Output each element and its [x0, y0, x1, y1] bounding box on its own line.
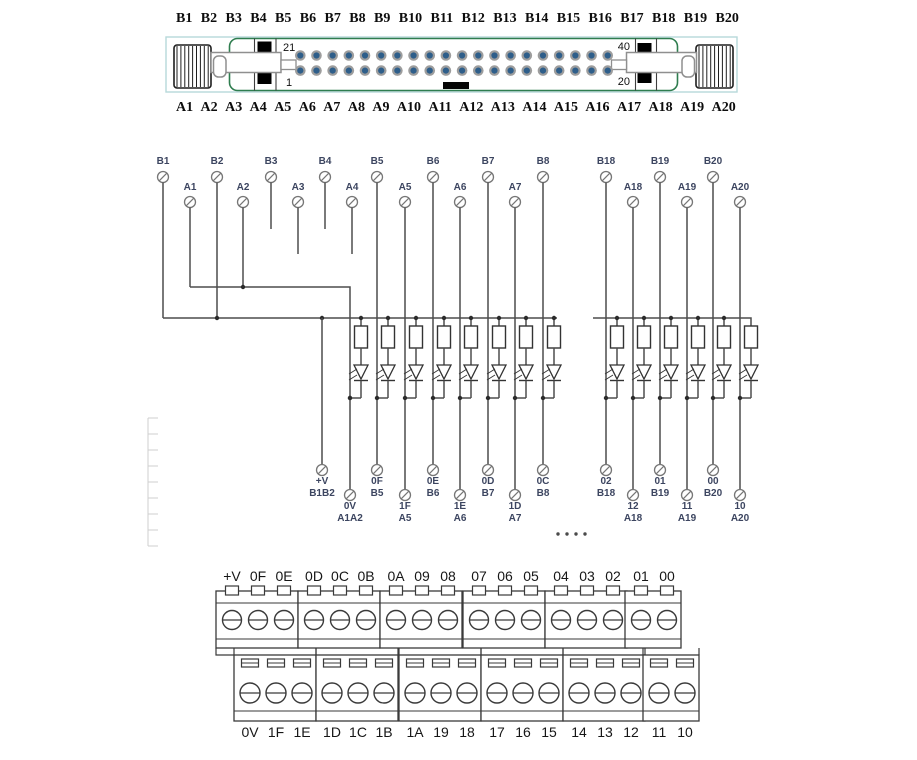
output-label-code: 11: [681, 501, 693, 512]
junction-dot: [386, 316, 390, 320]
pin-contact: [330, 68, 336, 74]
connector-pin-name-top: B16: [588, 11, 612, 26]
plug-latch: [214, 56, 227, 77]
pin-contact: [524, 52, 530, 58]
junction-dot: [348, 396, 352, 400]
terminal-label-bottom: 16: [515, 724, 531, 740]
output-label-pin: A1A2: [337, 513, 363, 524]
pin-contact: [313, 68, 319, 74]
led-triangle: [381, 365, 395, 379]
connector-pin-name-top: B13: [493, 11, 517, 26]
pin-contact: [459, 68, 465, 74]
schematic-pin-label: A1: [183, 182, 197, 193]
wire-entry-slot: [252, 586, 265, 595]
junction-dot: [711, 396, 715, 400]
connector-pin-name-top: B12: [461, 11, 485, 26]
junction-dot: [722, 316, 726, 320]
output-label-pin: B6: [426, 488, 440, 499]
connector-pin-name-bottom: A16: [585, 100, 610, 115]
connector-pin-name-bottom: A11: [428, 100, 452, 115]
schematic-pin-label: B8: [536, 156, 550, 167]
connector-pin-name-top: B17: [620, 11, 644, 26]
connector-pin-name-top: B11: [430, 11, 454, 26]
junction-dot: [486, 396, 490, 400]
schematic-pin-label: A2: [236, 182, 250, 193]
wire-entry-slot: [607, 586, 620, 595]
junction-dot: [215, 316, 219, 320]
wire-entry-slot: [473, 586, 486, 595]
resistor: [355, 326, 368, 348]
pin-contact: [588, 52, 594, 58]
terminal-label-bottom: 11: [651, 724, 667, 740]
polarizing-key: [258, 42, 272, 53]
connector-pin-name-top: B14: [524, 11, 549, 26]
output-label-pin: B20: [703, 488, 723, 499]
junction-dot: [642, 316, 646, 320]
resistor: [465, 326, 478, 348]
output-label-pin: B8: [536, 488, 550, 499]
output-label-pin: B7: [481, 488, 495, 499]
wire-entry-slot: [525, 586, 538, 595]
connector-pin-name-bottom: A19: [680, 100, 705, 115]
terminal-group: [399, 655, 481, 721]
connector-pin-name-bottom: A15: [553, 100, 578, 115]
wiring-schematic: [140, 140, 800, 555]
junction-dot: [524, 316, 528, 320]
pin-contact: [443, 68, 449, 74]
pin-contact: [394, 52, 400, 58]
output-label-pin: A7: [508, 513, 522, 524]
schematic-pin-label: B4: [318, 156, 332, 167]
terminal-group: [234, 655, 316, 721]
pin-contact: [394, 68, 400, 74]
connector-bottom-label-row: [176, 100, 736, 116]
index-mark: [443, 82, 469, 89]
connector-pin-name-top: B18: [651, 11, 676, 26]
terminal-label-bottom: 17: [489, 724, 505, 740]
schematic-right-group: [593, 156, 758, 524]
resistor: [611, 326, 624, 348]
terminal-label-bottom: 15: [541, 724, 557, 740]
terminal-label-bottom: 1C: [349, 724, 367, 740]
terminal-label-bottom: 1E: [293, 724, 311, 740]
connector-pin-name-bottom: A20: [711, 100, 736, 115]
plug-latch: [682, 56, 695, 77]
ellipsis-dot: [556, 532, 559, 535]
terminal-label-top: 04: [553, 568, 569, 584]
resistor: [493, 326, 506, 348]
wire-entry-slot: [661, 586, 674, 595]
strain-relief-right-icon: [696, 45, 733, 88]
terminal-group: [380, 586, 462, 648]
output-label-code: 12: [627, 501, 639, 512]
resistor: [438, 326, 451, 348]
resistor: [410, 326, 423, 348]
terminal-block-drawing: [200, 558, 715, 753]
terminal-label-top: 09: [414, 568, 430, 584]
resistor: [520, 326, 533, 348]
pin-contact: [459, 52, 465, 58]
resistor: [548, 326, 561, 348]
terminal-label-bottom: 12: [623, 724, 639, 740]
pin-contact: [330, 52, 336, 58]
connector-pin-name-bottom: A14: [522, 100, 547, 115]
led-triangle: [547, 365, 561, 379]
terminal-row-top: [216, 586, 681, 648]
led-triangle: [717, 365, 731, 379]
connector-pin-name-bottom: A2: [200, 100, 218, 115]
output-label-code: 0D: [481, 476, 495, 487]
led-triangle: [744, 365, 758, 379]
junction-dot: [738, 396, 742, 400]
wire-entry-slot: [308, 586, 321, 595]
pin-number-bottom-left: 1: [286, 77, 293, 89]
terminal-label-bottom: 1D: [323, 724, 341, 740]
output-label-pin: B5: [370, 488, 384, 499]
output-label-code: +V: [315, 476, 329, 487]
terminal-label-top: 0B: [357, 568, 375, 584]
schematic-pin-label: A7: [508, 182, 522, 193]
plug-tab: [612, 60, 627, 70]
terminal-group: [216, 586, 298, 648]
pin-contact: [540, 52, 546, 58]
schematic-pin-label: B19: [650, 156, 670, 167]
terminal-label-bottom: 14: [571, 724, 587, 740]
pin-number-top-left: 21: [283, 42, 296, 54]
terminal-label-top: +V: [223, 568, 241, 584]
wire-entry-slot: [499, 586, 512, 595]
wire-entry-slot: [555, 586, 568, 595]
connector-pin-name-bottom: A3: [225, 100, 243, 115]
output-label-code: 0F: [371, 476, 383, 487]
resistor: [665, 326, 678, 348]
pin-contact: [378, 52, 384, 58]
connector-pin-name-bottom: A10: [396, 100, 422, 115]
pin-contact: [362, 52, 368, 58]
schematic-pin-label: A5: [398, 182, 412, 193]
schematic-pin-label: B3: [264, 156, 278, 167]
output-label-code: 0C: [536, 476, 550, 487]
schematic-pin-label: A18: [623, 182, 643, 193]
ruler-marks: [148, 418, 158, 546]
ellipsis-dot: [565, 532, 568, 535]
junction-dot: [403, 396, 407, 400]
terminal-group: [463, 586, 545, 648]
connector-pin-name-top: B5: [275, 11, 292, 26]
connector-pin-name-bottom: A13: [490, 100, 515, 115]
pin-contact: [346, 68, 352, 74]
pin-number-bottom-right: 20: [617, 76, 630, 88]
schematic-pin-label: B20: [703, 156, 723, 167]
connector-pin-name-top: B1: [176, 11, 193, 26]
terminal-label-top: 0F: [249, 568, 267, 584]
terminal-label-top: 01: [633, 568, 649, 584]
junction-dot: [631, 396, 635, 400]
terminal-group: [316, 655, 398, 721]
pin-contact: [572, 68, 578, 74]
output-label-pin: A6: [453, 513, 467, 524]
output-label-code: 1E: [453, 501, 467, 512]
terminal-group: [563, 655, 645, 721]
pin-contact: [508, 68, 514, 74]
pin-contact: [378, 68, 384, 74]
connector-pin-name-top: B6: [299, 11, 317, 26]
terminal-label-top: 0E: [275, 568, 293, 584]
row-step-outline: [216, 648, 699, 655]
resistor: [745, 326, 758, 348]
led-triangle: [691, 365, 705, 379]
continuation-ellipsis: [556, 532, 586, 535]
resistor: [692, 326, 705, 348]
pin-contact: [572, 52, 578, 58]
junction-dot: [685, 396, 689, 400]
junction-dot: [375, 396, 379, 400]
terminal-group: [643, 655, 699, 721]
ellipsis-dot: [583, 532, 586, 535]
connector-pin-name-bottom: A5: [274, 100, 292, 115]
junction-dot: [658, 396, 662, 400]
wire-entry-slot: [226, 586, 239, 595]
connector-pin-name-top: B4: [250, 11, 267, 26]
terminal-label-top: 0D: [305, 568, 323, 584]
terminal-label-bottom: 19: [433, 724, 449, 740]
junction-dot: [513, 396, 517, 400]
pin-contact: [605, 68, 611, 74]
connector-pin-name-bottom: A18: [648, 100, 673, 115]
pin-contact: [297, 68, 303, 74]
connector-pin-name-top: B10: [398, 11, 423, 26]
junction-dot: [359, 316, 363, 320]
schematic-pin-label: A20: [730, 182, 750, 193]
terminal-label-bottom: 1F: [267, 724, 285, 740]
output-label-code: 1D: [508, 501, 522, 512]
pin-contact: [475, 68, 481, 74]
connector-pin-name-top: B19: [683, 11, 708, 26]
schematic-pin-label: A6: [453, 182, 467, 193]
connector-pin-name-bottom: A7: [323, 100, 341, 115]
terminal-label-top: 05: [523, 568, 539, 584]
pin-contact: [427, 52, 433, 58]
wire-entry-slot: [442, 586, 455, 595]
led-triangle: [610, 365, 624, 379]
pin-contact: [556, 68, 562, 74]
ellipsis-dot: [574, 532, 577, 535]
junction-dot: [431, 396, 435, 400]
output-label-pin: A19: [677, 513, 697, 524]
junction-dot: [458, 396, 462, 400]
terminal-group: [625, 586, 681, 648]
output-label-code: 02: [600, 476, 612, 487]
terminal-label-top: 03: [579, 568, 595, 584]
terminal-label-bottom: 10: [677, 724, 693, 740]
connector-pin-name-top: B8: [349, 11, 366, 26]
junction-dot: [414, 316, 418, 320]
pin-contact: [297, 52, 303, 58]
output-label-pin: B19: [650, 488, 670, 499]
terminal-label-top: 00: [659, 568, 675, 584]
terminal-label-top: 07: [471, 568, 487, 584]
output-label-pin: B18: [596, 488, 616, 499]
plug-tab: [281, 60, 296, 70]
terminal-group: [298, 586, 380, 648]
junction-dot: [669, 316, 673, 320]
terminal-label-bottom: 13: [597, 724, 613, 740]
connector-pin-name-top: B15: [556, 11, 581, 26]
output-label-code: 10: [734, 501, 746, 512]
wire-entry-slot: [278, 586, 291, 595]
schematic-pin-label: B18: [596, 156, 616, 167]
schematic-pin-label: B5: [370, 156, 384, 167]
resistor: [638, 326, 651, 348]
connector-pin-name-top: B20: [715, 11, 739, 26]
connector-pin-name-bottom: A6: [298, 100, 316, 115]
pin-contact: [556, 52, 562, 58]
terminal-label-top: 06: [497, 568, 513, 584]
output-label-pin: A20: [730, 513, 750, 524]
schematic-pin-label: B7: [481, 156, 495, 167]
connector-pin-name-top: B3: [225, 11, 242, 26]
connector-drawing: [160, 30, 750, 96]
pin-contact: [588, 68, 594, 74]
connector-pin-name-top: B9: [374, 11, 391, 26]
pin-contact: [475, 52, 481, 58]
schematic-pin-label: A3: [291, 182, 305, 193]
wire-entry-slot: [390, 586, 403, 595]
connector-top-label-row: [176, 11, 739, 27]
schematic-left-group: [157, 156, 561, 524]
junction-dot: [552, 316, 556, 320]
wire-entry-slot: [360, 586, 373, 595]
output-label-code: 0V: [343, 501, 357, 512]
junction-dot: [696, 316, 700, 320]
terminal-group: [481, 655, 563, 721]
terminal-row-bottom: [234, 655, 699, 721]
pin-contact: [362, 68, 368, 74]
pin-contact: [346, 52, 352, 58]
junction-dot: [442, 316, 446, 320]
schematic-pin-label: B2: [210, 156, 224, 167]
terminal-label-top: 0A: [387, 568, 405, 584]
pin-contact: [443, 52, 449, 58]
pin-contact: [410, 52, 416, 58]
polarizing-key: [258, 72, 272, 85]
junction-dot: [497, 316, 501, 320]
schematic-pin-label: B1: [156, 156, 170, 167]
led-triangle: [519, 365, 533, 379]
led-triangle: [664, 365, 678, 379]
junction-dot: [615, 316, 619, 320]
terminal-label-top: 02: [605, 568, 621, 584]
terminal-label-bottom: 18: [459, 724, 475, 740]
connector-pin-name-top: B7: [324, 11, 341, 26]
schematic-pin-label: B6: [426, 156, 440, 167]
connector-pin-name-bottom: A8: [347, 100, 365, 115]
pin-contact: [410, 68, 416, 74]
junction-dot: [241, 285, 245, 289]
strain-relief-left-icon: [174, 45, 211, 88]
led-triangle: [637, 365, 651, 379]
output-label-pin: A18: [623, 513, 643, 524]
wire-entry-slot: [635, 586, 648, 595]
step-line: [216, 648, 234, 655]
terminal-label-top: 0C: [331, 568, 349, 584]
terminal-label-bottom: 0V: [241, 724, 259, 740]
led-triangle: [409, 365, 423, 379]
terminal-label-top: 08: [440, 568, 456, 584]
pin-contact: [508, 52, 514, 58]
output-label-code: 01: [654, 476, 666, 487]
output-label-code: 0E: [426, 476, 440, 487]
connector-pin-name-bottom: A1: [176, 100, 194, 115]
terminal-label-bottom: 1B: [375, 724, 393, 740]
connector-pin-name-top: B2: [200, 11, 218, 26]
pin-contact: [524, 68, 530, 74]
output-label-code: 1F: [399, 501, 411, 512]
junction-dot: [604, 396, 608, 400]
terminal-group: [545, 586, 627, 648]
pin-contact: [313, 52, 319, 58]
connector-pin-name-bottom: A12: [459, 100, 484, 115]
output-label-code: 00: [707, 476, 719, 487]
pin-contact: [491, 68, 497, 74]
junction-dot: [469, 316, 473, 320]
schematic-pin-label: A19: [677, 182, 697, 193]
connector-pin-name-bottom: A9: [372, 100, 390, 115]
wire-entry-slot: [334, 586, 347, 595]
led-triangle: [492, 365, 506, 379]
output-label-pin: B1B2: [309, 488, 335, 499]
led-triangle: [354, 365, 368, 379]
wire-entry-slot: [581, 586, 594, 595]
terminal-label-bottom: 1A: [406, 724, 424, 740]
pin-contact: [427, 68, 433, 74]
led-triangle: [437, 365, 451, 379]
wire-entry-slot: [416, 586, 429, 595]
resistor: [718, 326, 731, 348]
junction-dot: [541, 396, 545, 400]
led-triangle: [464, 365, 478, 379]
connector-pin-name-bottom: A17: [616, 100, 642, 115]
output-label-pin: A5: [398, 513, 412, 524]
pin-contact: [605, 52, 611, 58]
pin-contact: [491, 52, 497, 58]
schematic-pin-label: A4: [345, 182, 359, 193]
pin-contact: [540, 68, 546, 74]
connector-pin-name-bottom: A4: [249, 100, 267, 115]
pin-number-top-right: 40: [617, 41, 630, 53]
resistor: [382, 326, 395, 348]
